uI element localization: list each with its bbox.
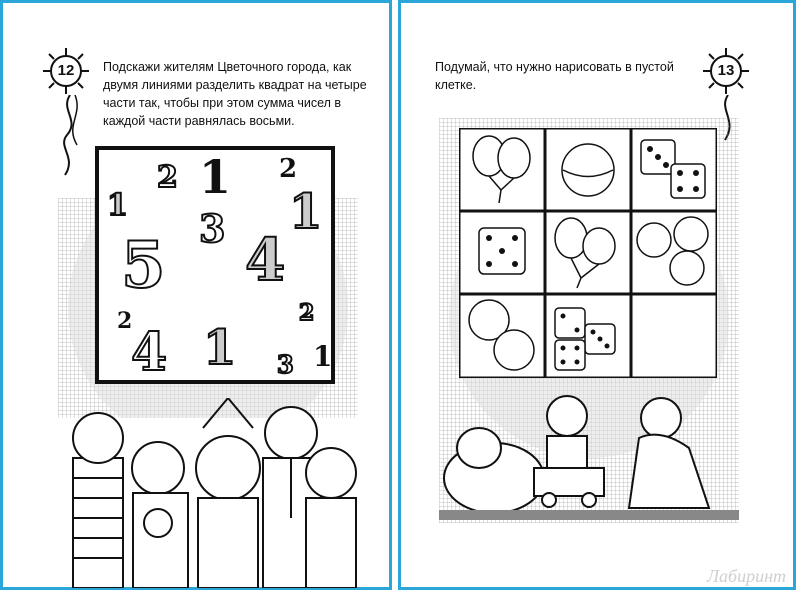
dice-icon [479,228,525,274]
square-number: 1 [199,150,232,204]
square-number: 2 [279,154,298,184]
children-toys-illustration [439,388,739,523]
square-number: 2 [157,160,178,195]
watermark: Лабиринт [706,566,786,586]
picture-grid [459,128,717,378]
square-number: 4 [131,322,168,383]
empty-cell [634,297,714,375]
number-square [95,146,335,384]
left-task-text: Подскажи жителям Цветочного города, как двумя линиями разделить квадрат на четыре части так, чтобы при этом сумма чисел в каждой части равнялась восьми. [103,60,367,128]
right-page-number: 13 [717,62,735,79]
square-number: 4 [245,226,286,294]
square-number: 3 [277,350,294,379]
square-number: 1 [289,184,323,240]
square-number: 1 [313,340,333,373]
square-number: 2 [299,300,315,326]
right-task-text: Подумай, что нужно нарисовать в пустой клетке. [435,60,674,92]
square-number: 1 [107,188,128,223]
right-page [398,0,796,590]
decorative-swirl-icon [55,95,85,185]
square-number: 2 [117,308,133,334]
square-number: 3 [199,206,226,251]
characters-illustration [63,398,363,588]
ball-icon [562,144,614,196]
square-number: 5 [121,228,166,303]
left-page-number: 12 [57,62,75,79]
left-page [0,0,392,590]
square-number: 1 [203,320,237,376]
